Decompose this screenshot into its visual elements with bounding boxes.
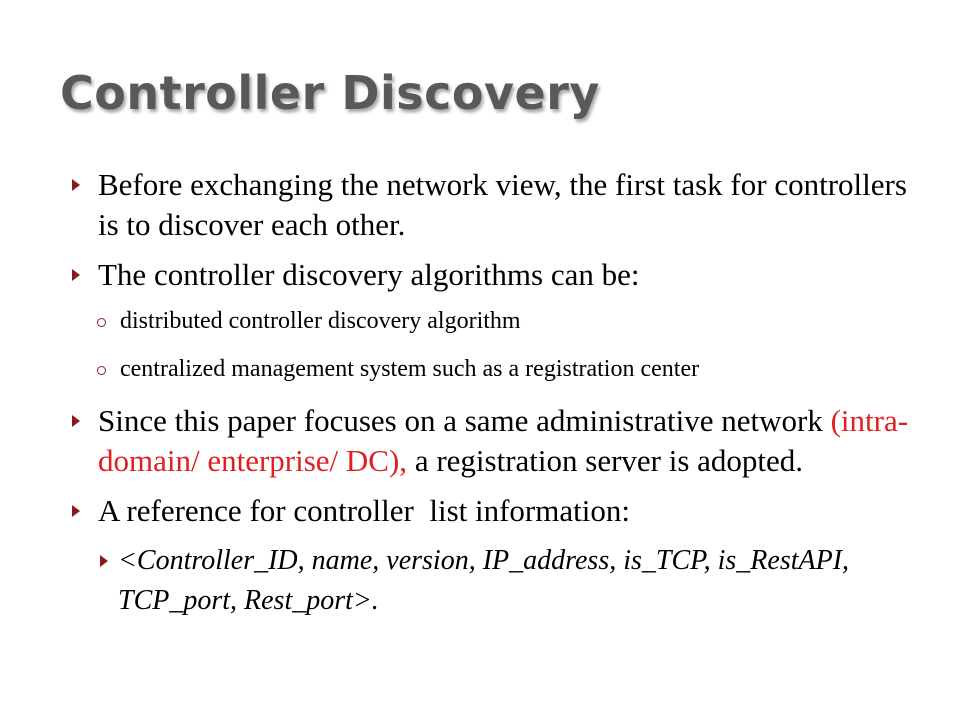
bullet-item [60, 255, 910, 295]
triangle-bullet-icon [70, 165, 84, 205]
sub-bullet-text: <Controller_ID, name, version, IP_address, is_TCP, is_RestAPI, TCP_port, Rest_port>. [118, 545, 850, 616]
bullet-item [60, 401, 910, 481]
bullet-text: The controller discovery algorithms can be: [98, 257, 640, 292]
bullet-text-post: a registration server is adopted. [407, 443, 804, 478]
circle-bullet-icon [97, 366, 106, 375]
slide-title: Controller Discovery [60, 66, 600, 120]
circle-bullet-icon [97, 318, 106, 327]
sub-bullet-text: distributed controller discovery algorithm [120, 308, 521, 334]
bullet-item [60, 165, 910, 245]
slide-content [60, 165, 910, 631]
sub-bullet-item [60, 353, 910, 385]
triangle-bullet-icon [98, 541, 112, 581]
sub-bullet-text: centralized management system such as a registration center [120, 356, 700, 382]
bullet-text: Before exchanging the network view, the first task for controllers is to discover each other. [98, 167, 907, 242]
triangle-bullet-icon [70, 491, 84, 531]
bullet-item [60, 491, 910, 531]
bullet-text: A reference for controller list information: [98, 493, 630, 528]
highlighted-text: (intra-domain/ enterprise/ DC), [98, 403, 909, 478]
sub-bullet-item [60, 305, 910, 337]
triangle-bullet-icon [70, 401, 84, 441]
bullet-text-pre: Since this paper focuses on a same administrative network [98, 403, 831, 438]
triangle-bullet-icon [70, 255, 84, 295]
sub-bullet-item [60, 541, 910, 621]
